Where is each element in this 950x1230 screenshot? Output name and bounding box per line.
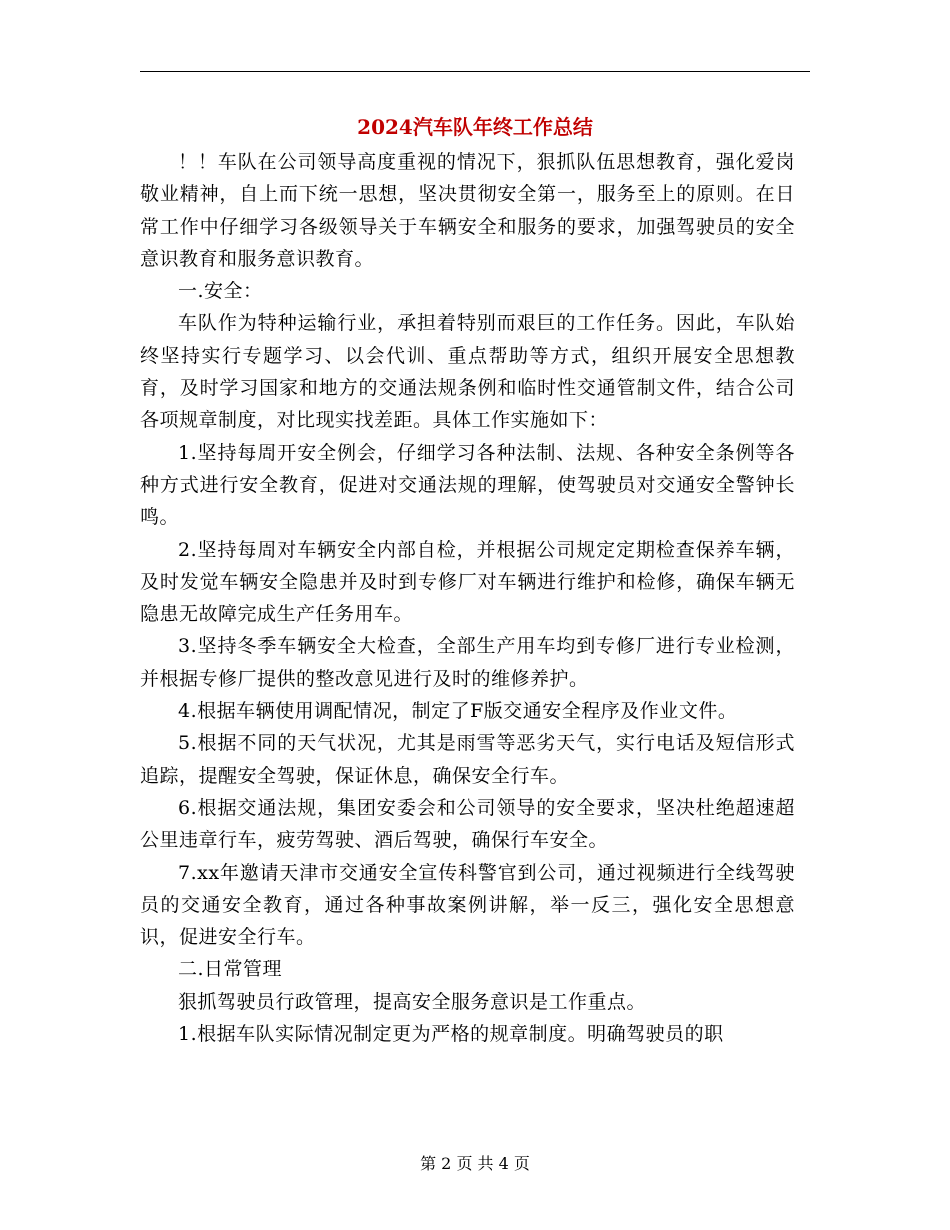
list-item-1: 1.坚持每周开安全例会，仔细学习各种法制、法规、各种安全条例等各种方式进行安全教育，促进对交通法规的理解，使驾驶员对交通安全警钟长鸣。	[140, 441, 795, 529]
paragraph-intro: ！！车队在公司领导高度重视的情况下，狠抓队伍思想教育，强化爱岗敬业精神，自上而下统一思想，坚决贯彻安全第一，服务至上的原则。在日常工作中仔细学习各级领导关于车辆安全和服务的要求，加强驾驶员的安全意识教育和服务意识教育。	[140, 151, 795, 270]
document-title: 2024汽车队年终工作总结	[357, 115, 593, 139]
paragraph-daily-management: 狠抓驾驶员行政管理，提高安全服务意识是工作重点。	[178, 990, 647, 1013]
list-item-3: 3.坚持冬季车辆安全大检查，全部生产用车均到专修厂进行专业检测，并根据专修厂提供的整改意见进行及时的维修养护。	[140, 635, 795, 690]
list-item-5: 5.根据不同的天气状况，尤其是雨雪等恶劣天气，实行电话及短信形式追踪，提醒安全驾驶，保证休息，确保安全行车。	[140, 732, 795, 787]
header-rule	[140, 71, 810, 72]
list-item-4: 4.根据车辆使用调配情况，制定了F版交通安全程序及作业文件。	[178, 700, 738, 723]
page-number: 第 2 页 共 4 页	[420, 1154, 530, 1173]
paragraph-safety-overview: 车队作为特种运输行业，承担着特别而艰巨的工作任务。因此，车队始终坚持实行专题学习、以会代训、重点帮助等方式，组织开展安全思想教育，及时学习国家和地方的交通法规条例和临时性交通管制文件，结合公司各项规章制度，对比现实找差距。具体工作实施如下：	[140, 312, 795, 432]
list-item-management-1: 1.根据车队实际情况制定更为严格的规章制度。明确驾驶员的职	[178, 1023, 724, 1046]
list-item-2: 2.坚持每周对车辆安全内部自检，并根据公司规定定期检查保养车辆，及时发觉车辆安全隐患并及时到专修厂对车辆进行维护和检修，确保车辆无隐患无故障完成生产任务用车。	[140, 538, 795, 626]
section-heading-safety: 一.安全：	[178, 280, 263, 303]
list-item-7: 7.xx年邀请天津市交通安全宣传科警官到公司，通过视频进行全线驾驶员的交通安全教育，通过各种事故案例讲解，举一反三，强化安全思想意识，促进安全行车。	[140, 861, 795, 949]
list-item-6: 6.根据交通法规，集团安委会和公司领导的安全要求，坚决杜绝超速超公里违章行车，疲劳驾驶、酒后驾驶，确保行车安全。	[140, 796, 795, 852]
section-heading-daily-management: 二.日常管理	[178, 958, 283, 981]
document-body	[140, 146, 795, 1050]
